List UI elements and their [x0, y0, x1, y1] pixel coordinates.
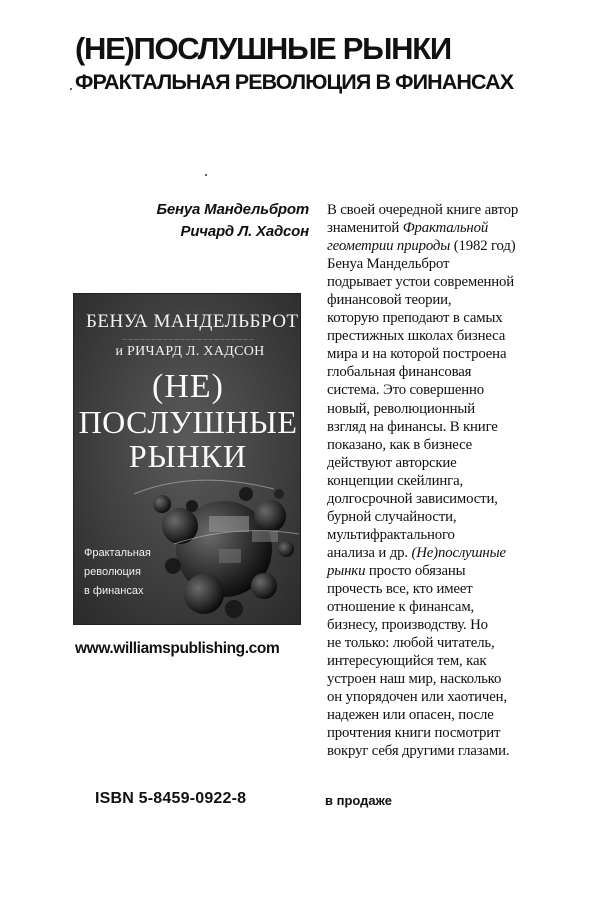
- publisher-url[interactable]: www.williamspublishing.com: [75, 640, 280, 657]
- description-line: [327, 273, 559, 291]
- cover-title-line: ПОСЛУШНЫЕ: [78, 404, 298, 440]
- description-run: (1982 год): [450, 238, 516, 255]
- description-run: вокруг себя другими глазами.: [327, 743, 510, 760]
- description-line: [327, 345, 559, 363]
- cover-fine-print: — — — — — — — — — — — — — — — — — — — — — — —: [122, 337, 254, 342]
- cover-author-1: БЕНУА МАНДЕЛЬБРОТ: [86, 311, 299, 332]
- description-line: [327, 706, 559, 724]
- cover-title-line: (НЕ): [152, 368, 224, 405]
- description-line: [327, 327, 559, 345]
- description-line: [327, 652, 559, 670]
- description-line: [327, 526, 559, 544]
- print-speck: [70, 88, 72, 90]
- description-run: мира и на которой построена: [327, 346, 507, 363]
- description-run: бизнесу, производству. Но: [327, 617, 488, 634]
- description-run: бурной случайности,: [327, 508, 457, 525]
- cover-author-2: [88, 344, 292, 360]
- description-run: действуют авторские: [327, 454, 457, 471]
- cover-subtitle-line: Фрактальная: [84, 547, 151, 559]
- description-run: надежен или опасен, после: [327, 707, 494, 724]
- description-line: [327, 742, 559, 760]
- description-line: [327, 255, 559, 273]
- description-run: В своей очередной книге автор: [327, 202, 519, 218]
- description-run: финансовой теории,: [327, 292, 452, 309]
- description-italic-run: (Не)послушные: [411, 544, 506, 561]
- description-line: [327, 363, 559, 381]
- author-name: Бенуа Мандельброт: [156, 201, 309, 218]
- description-run: подрывает устои современной: [327, 274, 515, 291]
- cover-author-2-prefix: и: [115, 344, 124, 359]
- description-line: [327, 219, 559, 237]
- description-line: [327, 616, 559, 634]
- description-run: прочтения книги посмотрит: [327, 725, 501, 742]
- description-line: [327, 508, 559, 526]
- description-line: [327, 436, 559, 454]
- description-run: долгосрочной зависимости,: [327, 490, 498, 507]
- description-line: [327, 237, 559, 255]
- author-name: Ричард Л. Хадсон: [180, 223, 309, 240]
- description-line: [327, 309, 559, 327]
- description-run: анализа и др.: [327, 544, 412, 561]
- book-description: [327, 201, 559, 760]
- description-line: [327, 291, 559, 309]
- availability-label: в продаже: [325, 793, 392, 808]
- description-run: прочесть все, кто имеет: [327, 580, 473, 597]
- description-run: которую преподают в самых: [327, 310, 503, 327]
- description-run: не только: любой читатель,: [327, 635, 495, 652]
- description-run: новый, революционный: [327, 400, 475, 417]
- description-run: показано, как в бизнесе: [327, 436, 473, 453]
- description-run: интересующийся тем, как: [327, 653, 487, 670]
- description-line: [327, 580, 559, 598]
- description-line: [327, 562, 559, 580]
- description-run: отношение к финансам,: [327, 599, 475, 616]
- description-run: взгляд на финансы. В книге: [327, 418, 498, 435]
- description-italic-run: Фрактальной: [402, 220, 489, 237]
- description-run: мультифрактального: [327, 526, 455, 543]
- description-line: [327, 634, 559, 652]
- description-run: устроен наш мир, насколько: [327, 671, 502, 688]
- cover-subtitle-line: революция: [84, 566, 141, 578]
- cover-title-line: РЫНКИ: [128, 438, 248, 474]
- description-line: [327, 688, 559, 706]
- description-run: глобальная финансовая: [327, 364, 472, 381]
- description-line: [327, 381, 559, 399]
- print-speck: [205, 174, 207, 176]
- book-cover: [73, 293, 301, 625]
- description-line: [327, 201, 559, 219]
- description-line: [327, 472, 559, 490]
- description-line: [327, 670, 559, 688]
- isbn: ISBN 5-8459-0922-8: [95, 790, 247, 807]
- description-line: [327, 598, 559, 616]
- description-run: знаменитой: [327, 220, 403, 237]
- description-run: он упорядочен или хаотичен,: [327, 689, 507, 706]
- description-line: [327, 454, 559, 472]
- description-run: система. Это совершенно: [327, 382, 485, 399]
- description-line: [327, 724, 559, 742]
- description-run: Бенуа Мандельброт: [327, 256, 450, 273]
- description-run: концепции скейлинга,: [327, 472, 464, 489]
- description-line: [327, 400, 559, 418]
- description-run: просто обязаны: [365, 562, 466, 579]
- page-subtitle: ФРАКТАЛЬНАЯ РЕВОЛЮЦИЯ В ФИНАНСАХ: [75, 70, 514, 94]
- page-title: (НЕ)ПОСЛУШНЫЕ РЫНКИ: [75, 31, 451, 66]
- cover-subtitle-line: в финансах: [84, 585, 144, 597]
- description-italic-run: геометрии природы: [327, 238, 451, 255]
- description-line: [327, 544, 559, 562]
- description-line: [327, 490, 559, 508]
- cover-subtitle: [84, 544, 194, 601]
- description-run: престижных школах бизнеса: [327, 328, 506, 345]
- cover-author-2-name: РИЧАРД Л. ХАДСОН: [127, 344, 265, 359]
- description-line: [327, 418, 559, 436]
- description-italic-run: рынки: [327, 562, 366, 579]
